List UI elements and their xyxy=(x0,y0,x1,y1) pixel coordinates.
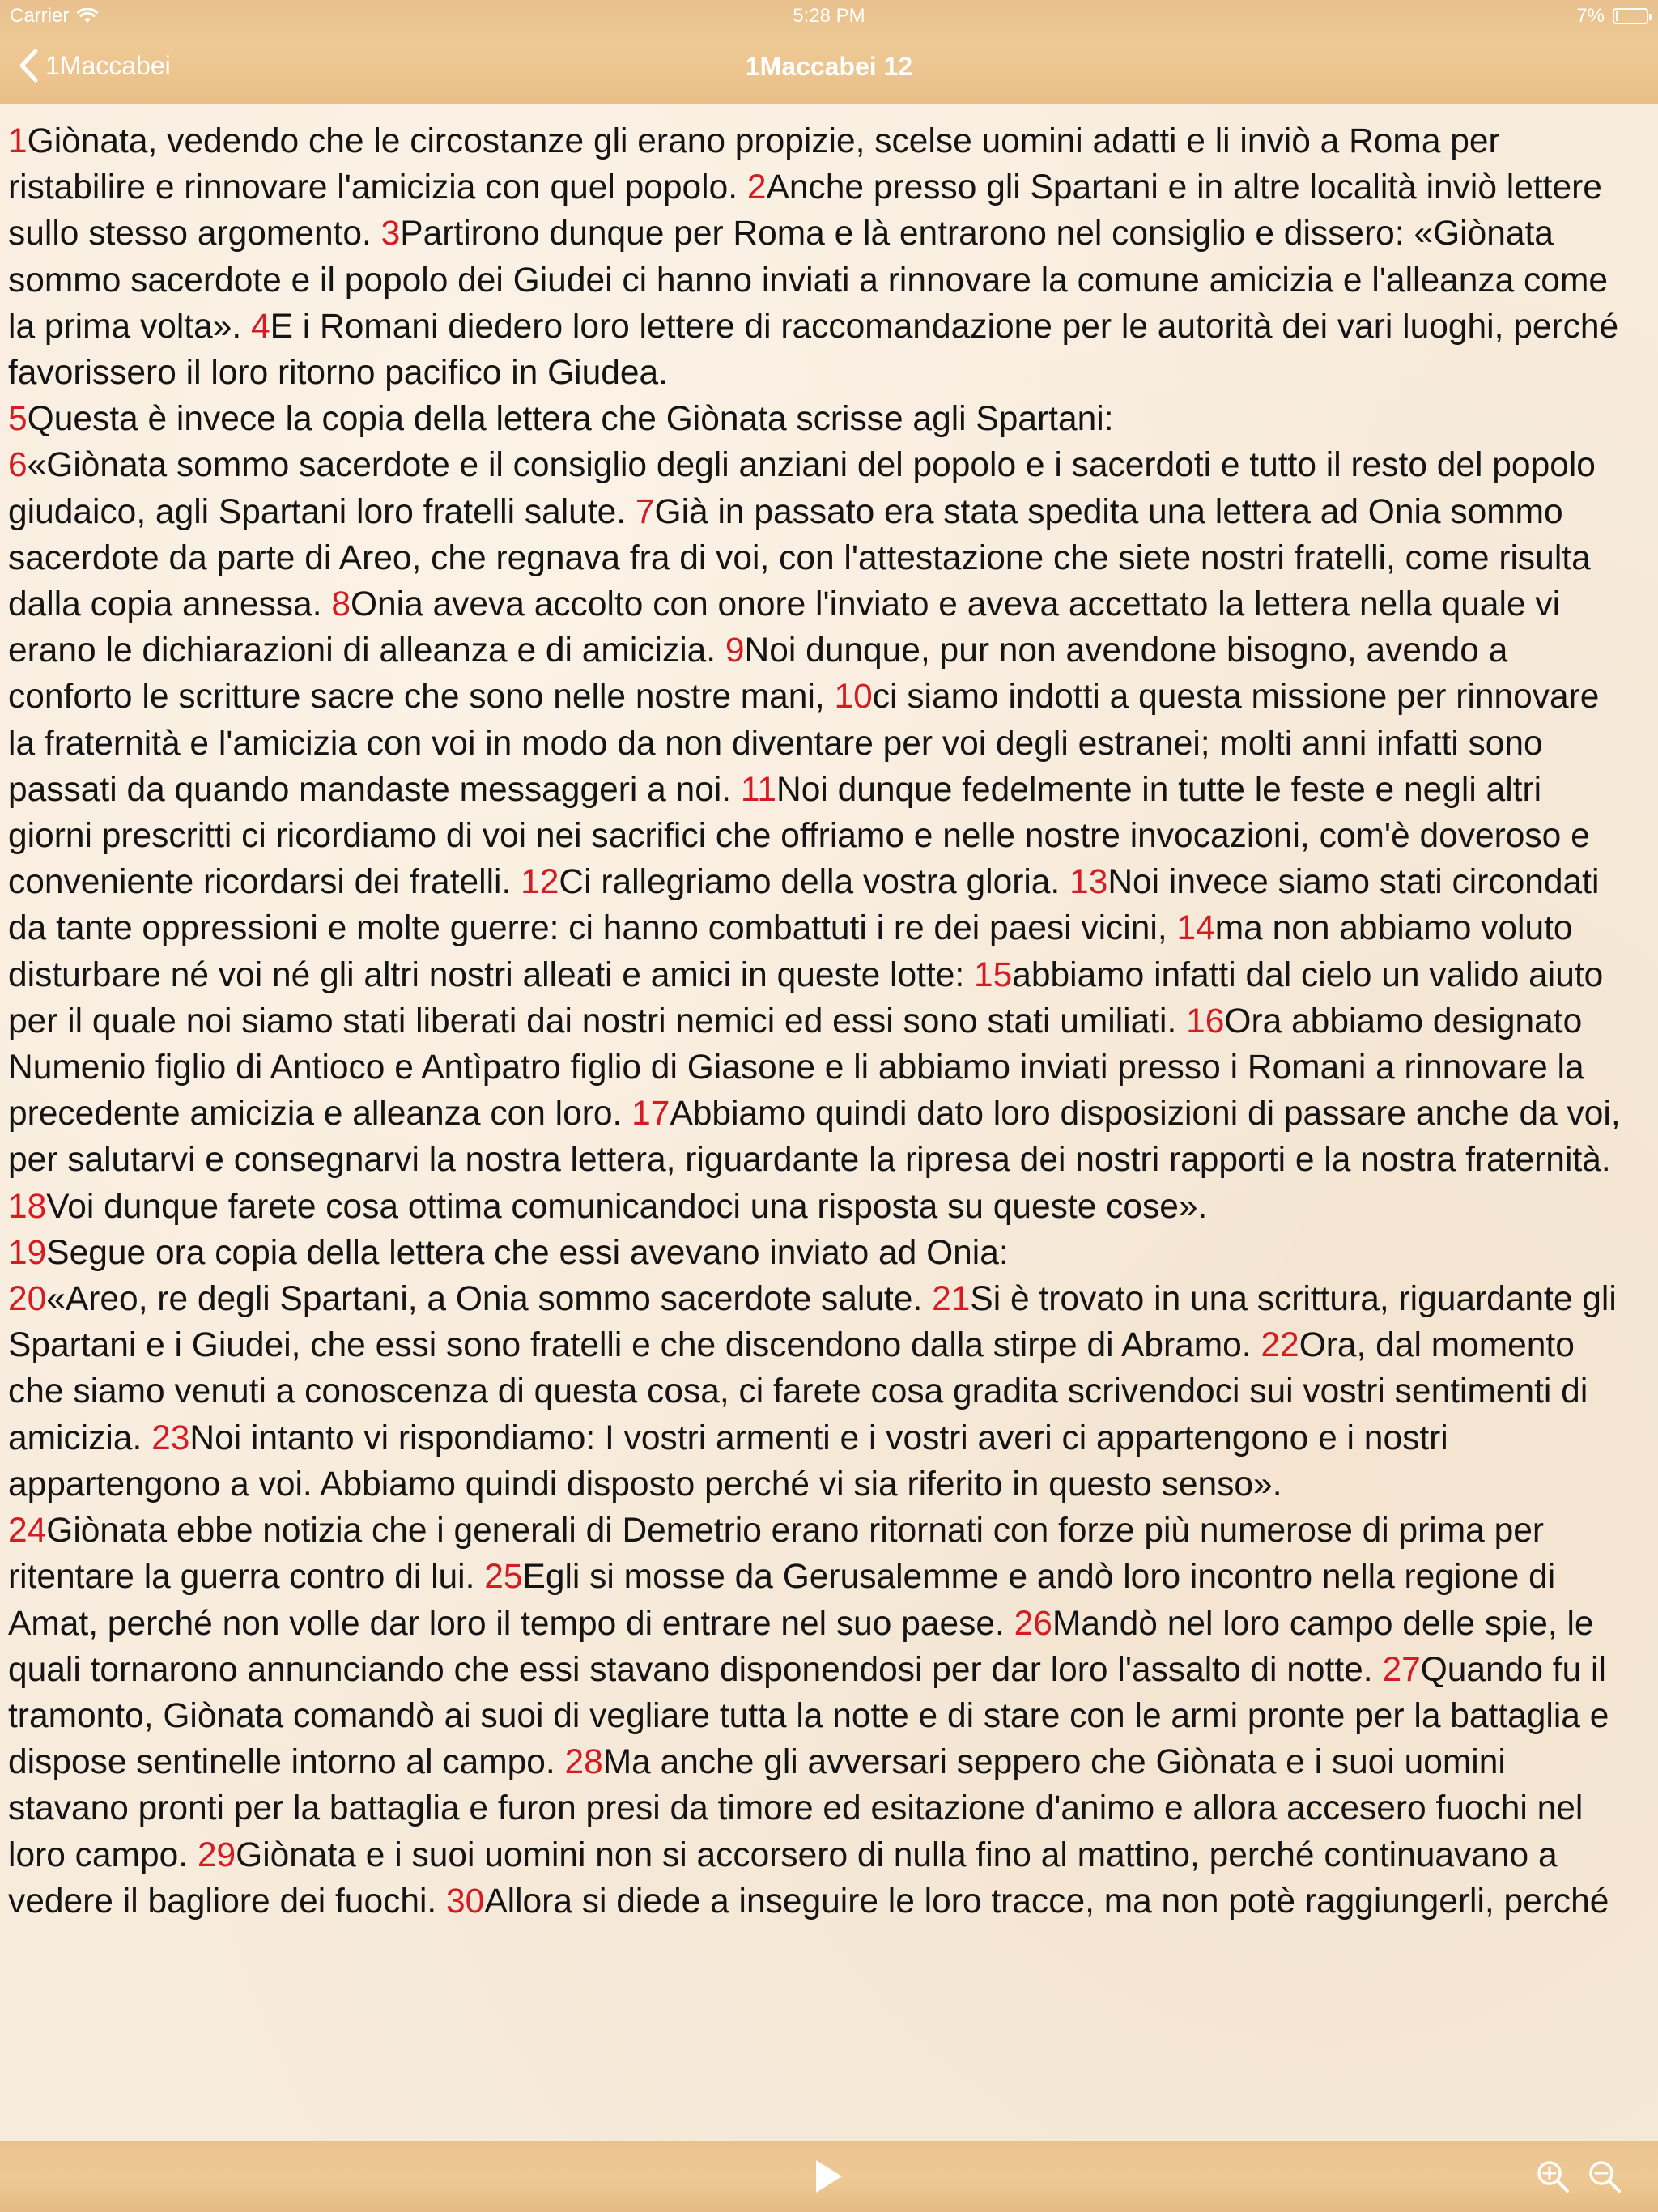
verse-text: Noi intanto vi rispondiamo: I vostri armenti e i vostri averi ci appartengono e i nostri appartengono a voi. Abbiamo quindi disposto perché vi sia riferito in questo senso». xyxy=(8,1419,1448,1504)
verse-text: Ci rallegriamo della vostra gloria. xyxy=(559,863,1070,902)
bottom-toolbar xyxy=(0,2141,1658,2212)
verse-text: «Areo, re degli Spartani, a Onia sommo sacerdote salute. xyxy=(46,1280,933,1319)
verse-text: Giònata, vedendo che le circostanze gli erano propizie, scelse uomini adatti e li inviò a Roma per ristabilire e rinnovare l'amicizia con quel popolo. xyxy=(8,122,1500,207)
verse-number[interactable]: 4 xyxy=(251,307,270,346)
verse-text: Noi dunque, pur non avendone bisogno, avendo a conforto le scritture sacre che sono nelle nostre mani, xyxy=(8,632,1508,717)
back-button-label: 1Maccabei xyxy=(45,50,171,80)
verse-text: E i Romani diedero loro lettere di raccomandazione per le autorità dei vari luoghi, perché favorissero il loro ritorno pacifico in Giudea. xyxy=(8,307,1619,393)
verse-text: Ma anche gli avversari seppero che Giònata e i suoi uomini stavano pronti per la battaglia e furon presi da timore ed esitazione d'animo e allora accesero fuochi nel loro campo. xyxy=(8,1743,1584,1874)
status-battery xyxy=(1576,5,1648,28)
paragraph xyxy=(8,1230,1630,1276)
paragraph xyxy=(8,442,1630,1229)
verse-number[interactable]: 26 xyxy=(1014,1604,1052,1643)
verse-number[interactable]: 23 xyxy=(151,1419,190,1457)
status-bar xyxy=(0,0,1658,32)
chapter-text xyxy=(0,104,1640,1925)
verse-text: Si è trovato in una scrittura, riguardante gli Spartani e i Giudei, che essi sono fratelli e che discendono dalla stirpe di Abramo. xyxy=(8,1280,1617,1365)
verse-number[interactable]: 17 xyxy=(631,1095,670,1134)
verse-number[interactable]: 10 xyxy=(834,678,873,717)
play-icon xyxy=(816,2160,842,2193)
zoom-out-icon xyxy=(1591,2163,1619,2191)
verse-text: Onia aveva accolto con onore l'inviato e aveva accettato la lettera nella quale vi erano le dichiarazioni di alleanza e di amicizia. xyxy=(8,585,1561,670)
battery-percent: 7% xyxy=(1576,5,1605,27)
verse-number[interactable]: 6 xyxy=(8,446,28,485)
verse-text: Già in passato era stata spedita una lettera ad Onia sommo sacerdote da parte di Areo, che regnava fra di voi, con l'attestazione che siete nostri fratelli, come risulta dalla copia annessa. xyxy=(8,492,1591,624)
verse-text: Segue ora copia della lettera che essi avevano inviato ad Onia: xyxy=(46,1233,1009,1272)
verse-text: ma non abbiamo voluto disturbare né voi né gli altri nostri alleati e amici in queste lotte: xyxy=(8,909,1573,994)
verse-text: Mandò nel loro campo delle spie, le quali tornarono annunciando che essi stavano disponendosi per dar loro l'assalto di notte. xyxy=(8,1604,1594,1689)
verse-text: Questa è invece la copia della lettera che Giònata scrisse agli Spartani: xyxy=(27,400,1114,439)
verse-number[interactable]: 13 xyxy=(1069,863,1108,902)
verse-text: Partirono dunque per Roma e là entrarono nel consiglio e dissero: «Giònata sommo sacerdote e il popolo dei Giudei ci hanno inviati a rinnovare la comune amicizia e l'alleanza come la prima volta». xyxy=(8,215,1608,346)
verse-number[interactable]: 3 xyxy=(380,215,401,253)
verse-text: Quando fu il tramonto, Giònata comandò ai suoi di vegliare tutta la notte e di stare con le armi pronte per la battaglia e dispose sentinelle intorno al campo. xyxy=(8,1650,1609,1782)
paragraph xyxy=(8,396,1630,442)
verse-text: Giònata e i suoi uomini non si accorsero di nulla fino al mattino, perché continuavano a vedere il bagliore dei fuochi. xyxy=(8,1836,1558,1921)
verse-number[interactable]: 27 xyxy=(1382,1650,1421,1689)
verse-text: Egli si mosse da Gerusalemme e andò loro incontro nella regione di Amat, perché non volle dar loro il tempo di entrare nel suo paese. xyxy=(8,1558,1556,1643)
battery-icon xyxy=(1613,8,1648,24)
navigation-bar xyxy=(0,32,1658,104)
verse-number[interactable]: 24 xyxy=(8,1512,47,1551)
verse-text: Noi invece siamo stati circondati da tante oppressioni e molte guerre: ci hanno combattuti i re dei paesi vicini, xyxy=(8,863,1600,948)
verse-text: Voi dunque farete cosa ottima comunicandoci una risposta su queste cose». xyxy=(46,1187,1208,1226)
verse-number[interactable]: 15 xyxy=(973,955,1013,994)
verse-number[interactable]: 2 xyxy=(746,168,767,207)
verse-number[interactable]: 16 xyxy=(1186,1002,1225,1040)
verse-number[interactable]: 20 xyxy=(8,1280,47,1319)
verse-text: «Giònata sommo sacerdote e il consiglio degli anziani del popolo e i sacerdoti e tutto il resto del popolo giudaico, agli Spartani loro fratelli salute. xyxy=(8,446,1596,531)
verse-number[interactable]: 12 xyxy=(521,863,559,902)
status-time: 5:28 PM xyxy=(793,5,865,27)
verse-text: Ora, dal momento che siamo venuti a conoscenza di questa cosa, ci farete cosa gradita scrivendoci sui vostri sentimenti di amicizia. xyxy=(8,1326,1588,1457)
verse-text: Abbiamo quindi dato loro disposizioni di passare anche da voi, per salutarvi e consegnarvi la nostra lettera, riguardante la ripresa dei nostri rapporti e la nostra fraternità. xyxy=(8,1095,1621,1180)
verse-number[interactable]: 19 xyxy=(8,1233,47,1272)
verse-number[interactable]: 28 xyxy=(564,1743,603,1782)
play-button[interactable] xyxy=(811,2157,847,2196)
zoom-out-button[interactable] xyxy=(1587,2159,1622,2194)
verse-number[interactable]: 11 xyxy=(740,770,777,809)
zoom-in-button[interactable] xyxy=(1535,2159,1571,2194)
verse-text: Ora abbiamo designato Numenio figlio di Antioco e Antìpatro figlio di Giasone e li abbiamo inviati presso i Romani a rinnovare la precedente amicizia e alleanza con loro. xyxy=(8,1002,1584,1134)
verse-text: Allora si diede a inseguire le loro tracce, ma non potè raggiungerli, perché xyxy=(484,1882,1609,1921)
verse-number[interactable]: 18 xyxy=(8,1187,47,1226)
verse-text: Noi dunque fedelmente in tutte le feste e negli altri giorni prescritti ci ricordiamo di voi nei sacrifici che offriamo e nelle nostre invocazioni, com'è doveroso e conveniente ricordarsi dei fratelli. xyxy=(8,770,1590,902)
verse-number[interactable]: 1 xyxy=(8,122,28,160)
verse-number[interactable]: 14 xyxy=(1176,909,1215,948)
top-bar xyxy=(0,0,1658,104)
battery-level xyxy=(1616,11,1618,21)
verse-number[interactable]: 21 xyxy=(932,1280,971,1319)
verse-number[interactable]: 5 xyxy=(8,400,28,439)
zoom-in-icon xyxy=(1539,2163,1567,2191)
verse-number[interactable]: 8 xyxy=(331,585,351,624)
verse-text: Giònata ebbe notizia che i generali di Demetrio erano ritornati con forze più numerose di prima per ritentare la guerra contro di lui. xyxy=(8,1512,1545,1597)
paragraph xyxy=(8,1276,1630,1508)
verse-number[interactable]: 22 xyxy=(1261,1326,1299,1365)
verse-number[interactable]: 30 xyxy=(446,1882,485,1921)
verse-text: abbiamo infatti dal cielo un valido aiuto per il quale noi siamo stati liberati dai nostri nemici ed essi sono stati umiliati. xyxy=(8,955,1604,1040)
verse-number[interactable]: 29 xyxy=(197,1836,236,1874)
paragraph xyxy=(8,118,1630,396)
paragraph xyxy=(8,1508,1630,1925)
carrier-label: Carrier xyxy=(10,5,70,27)
verse-text: Anche presso gli Spartani e in altre località inviò lettere sullo stesso argomento. xyxy=(8,168,1602,253)
verse-number[interactable]: 25 xyxy=(484,1558,523,1597)
reading-pane[interactable] xyxy=(0,104,1658,2141)
page-title: 1Maccabei 12 xyxy=(745,52,913,81)
verse-number[interactable]: 7 xyxy=(635,492,655,531)
verse-text: ci siamo indotti a questa missione per rinnovare la fraternità e l'amicizia con voi in modo da non diventare per voi degli estranei; molti anni infatti sono passati da quando mandaste messaggeri a noi. xyxy=(8,678,1600,809)
verse-number[interactable]: 9 xyxy=(725,632,745,670)
